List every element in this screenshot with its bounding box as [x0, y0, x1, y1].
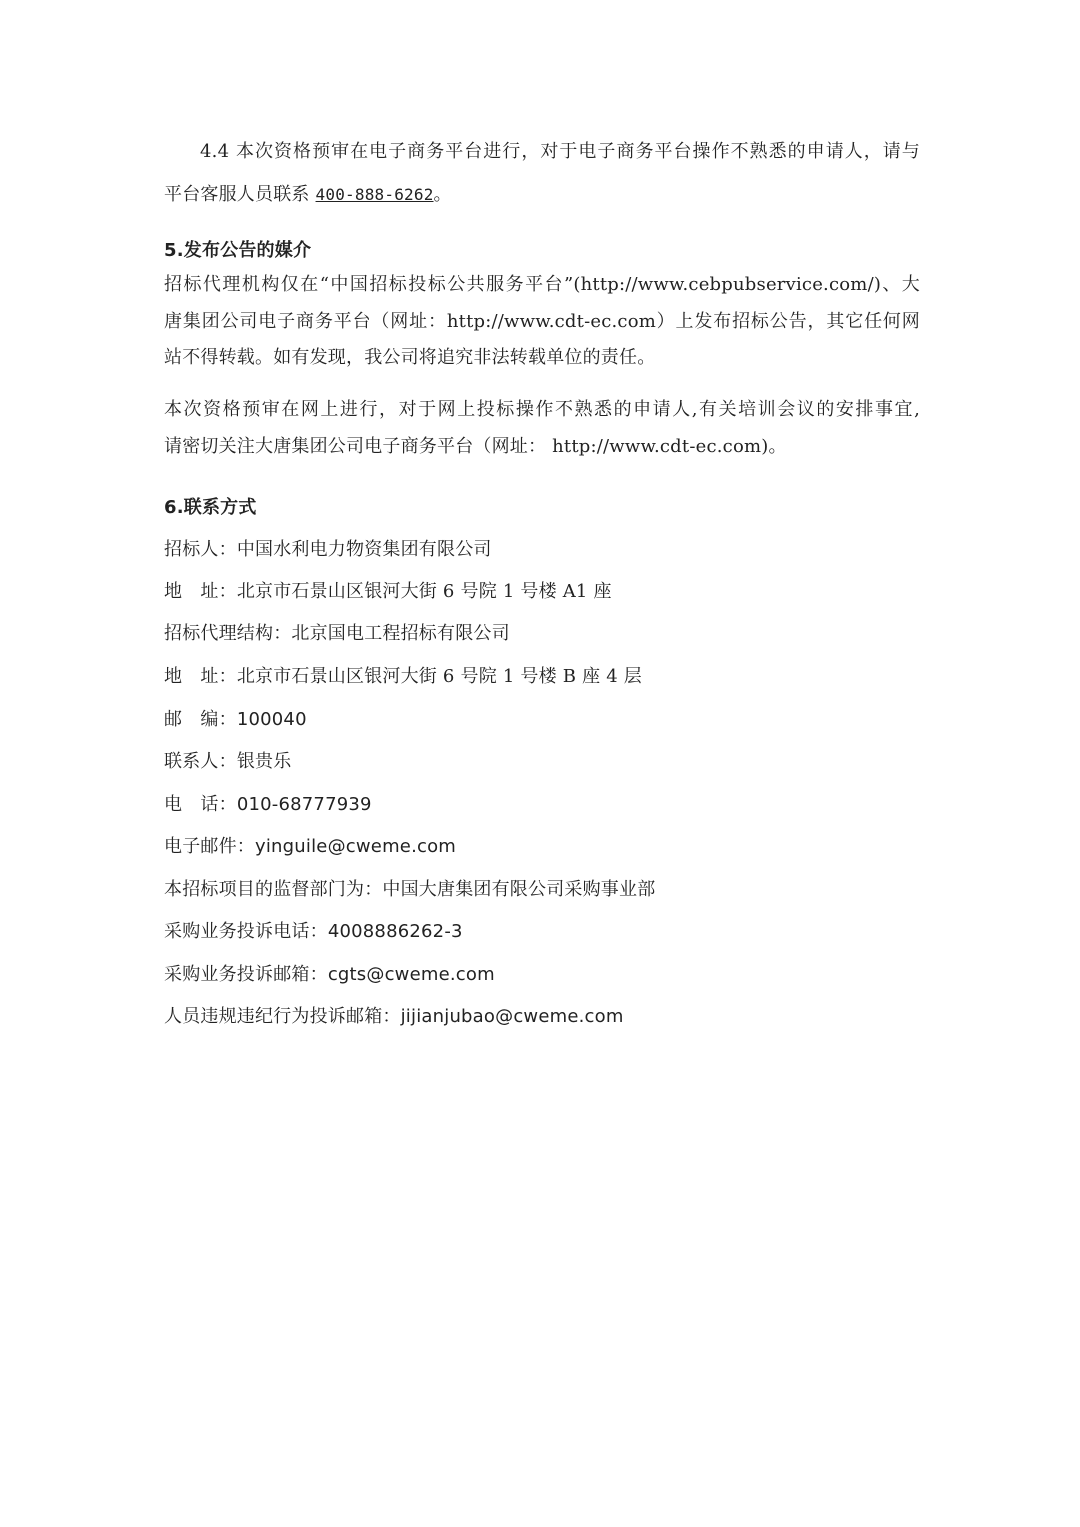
contact-value: 100040: [236, 709, 307, 730]
contact-item-discipline-email: [164, 1005, 624, 1029]
section-5-para1-line-2: 唐集团公司电子商务平台（网址：http://www.cdt-ec.com）上发布招标公告，其它任何网: [164, 311, 920, 332]
contact-email-value[interactable]: yinguile@cweme.com: [255, 836, 457, 857]
contact-item-phone: [164, 793, 372, 817]
contact-email-value[interactable]: cgts@cweme.com: [327, 964, 495, 985]
contact-value: 银贵乐: [236, 751, 292, 772]
contact-item-complaint-email: [164, 963, 495, 987]
section-6-heading: 6.联系方式: [164, 497, 257, 518]
section-5-para1-line-3: 站不得转载。如有发现，我公司将追究非法转载单位的责任。: [164, 347, 656, 368]
section-5-heading: 5.发布公告的媒介: [164, 240, 312, 261]
contact-value: 北京市石景山区银河大街 6 号院 1 号楼 A1 座: [236, 581, 612, 602]
contact-item-complaint-phone: [164, 920, 463, 944]
contact-label: 采购业务投诉邮箱：: [164, 964, 328, 985]
contact-item-supervisor: [164, 878, 655, 902]
contact-item-address-1: [164, 580, 612, 604]
contact-item-tenderer: [164, 538, 492, 562]
contact-label: 招标代理结构：: [164, 623, 292, 644]
contact-label: 人员违规违纪行为投诉邮箱：: [164, 1006, 401, 1027]
contact-email-value[interactable]: jijianjubao@cweme.com: [400, 1006, 624, 1027]
contact-label: 邮 编：: [164, 709, 237, 730]
contact-label: 电 话：: [164, 794, 237, 815]
contact-label: 地 址：: [164, 666, 237, 687]
contact-value: 北京市石景山区银河大街 6 号院 1 号楼 B 座 4 层: [236, 666, 642, 687]
section-5-para1-line-1: 招标代理机构仅在“中国招标投标公共服务平台”(http://www.cebpubservice.com/)、大: [164, 274, 920, 295]
contact-item-postcode: [164, 708, 307, 732]
paragraph-4-4-line-1: 4.4 本次资格预审在电子商务平台进行，对于电子商务平台操作不熟悉的申请人，请与: [200, 141, 920, 162]
contact-label: 本招标项目的监督部门为：: [164, 879, 383, 900]
section-5-para2-line-2: 请密切关注大唐集团公司电子商务平台（网址： http://www.cdt-ec.com)。: [164, 436, 787, 457]
paragraph-4-4-suffix: 。: [433, 184, 452, 205]
contact-value: 010-68777939: [236, 794, 372, 815]
paragraph-4-4-line-2: [164, 183, 452, 207]
contact-item-email: [164, 835, 456, 859]
contact-item-address-2: [164, 665, 642, 689]
contact-label: 招标人：: [164, 539, 237, 560]
contact-label: 地 址：: [164, 581, 237, 602]
contact-value: 北京国电工程招标有限公司: [291, 623, 510, 644]
support-phone-link[interactable]: 400-888-6262: [315, 185, 434, 204]
section-5-para2-line-1: 本次资格预审在网上进行，对于网上投标操作不熟悉的申请人,有关培训会议的安排事宜,: [164, 399, 920, 420]
paragraph-4-4-prefix: 平台客服人员联系: [164, 184, 316, 205]
contact-value: 中国大唐集团有限公司采购事业部: [382, 879, 656, 900]
contact-item-agency: [164, 622, 510, 646]
contact-label: 电子邮件：: [164, 836, 255, 857]
contact-value: 4008886262-3: [327, 921, 463, 942]
contact-item-contact-person: [164, 750, 291, 774]
contact-label: 联系人：: [164, 751, 237, 772]
contact-value: 中国水利电力物资集团有限公司: [236, 539, 492, 560]
contact-label: 采购业务投诉电话：: [164, 921, 328, 942]
